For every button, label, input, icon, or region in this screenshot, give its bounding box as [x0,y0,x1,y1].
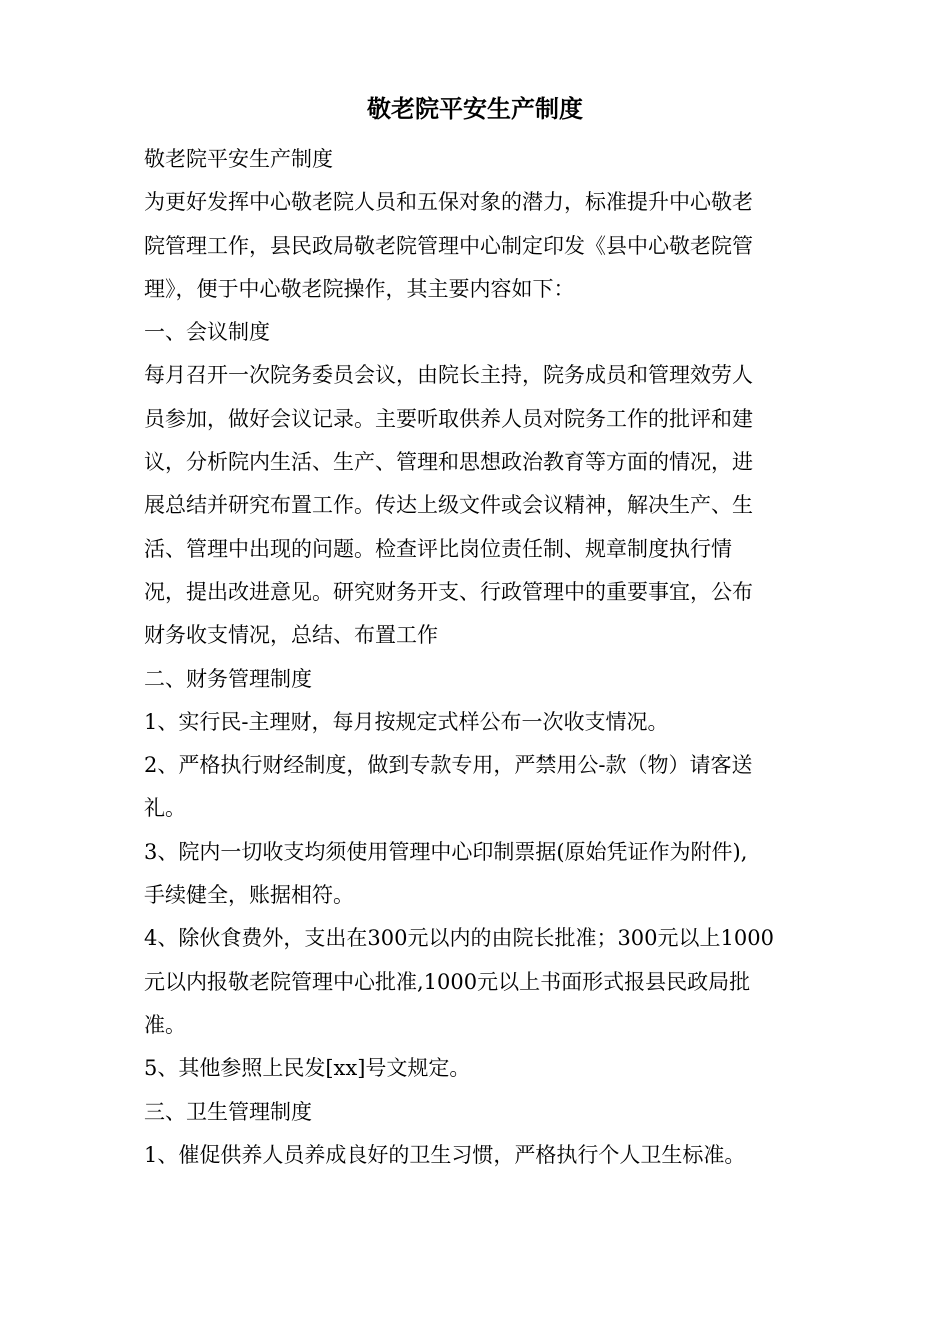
text-line: 礼。 [144,796,186,821]
text-line: 财务收支情况，总结、布置工作 [144,623,438,648]
text-line: 4、除伙食费外，支出在300元以内的由院长批准；300元以上1000 [144,926,774,951]
text-line: 手续健全，账据相符。 [144,883,354,908]
text-line: 员参加，做好会议记录。主要听取供养人员对院务工作的批评和建 [144,406,753,431]
text-line: 议，分析院内生活、生产、管理和思想政治教育等方面的情况，进 [144,450,753,475]
text-line: 敬老院平安生产制度 [144,147,333,171]
text-line: 为更好发挥中心敬老院人员和五保对象的潜力，标准提升中心敬老 [144,190,753,215]
text-line: 3、院内一切收支均须使用管理中心印制票据(原始凭证作为附件), [144,839,748,864]
text-line: 准。 [144,1012,186,1037]
text-line: 活、管理中出现的问题。检查评比岗位责任制、规章制度执行情 [144,536,732,561]
text-line: 展总结并研究布置工作。传达上级文件或会议精神，解决生产、生 [144,493,753,518]
section-heading: 一、会议制度 [144,320,270,345]
text-line: 1、催促供养人员养成良好的卫生习惯，严格执行个人卫生标准。 [144,1142,746,1167]
text-line: 2、严格执行财经制度，做到专款专用，严禁用公-款（物）请客送 [144,753,753,778]
text-line: 每月召开一次院务委员会议，由院长主持，院务成员和管理效劳人 [144,363,753,388]
text-line: 院管理工作，县民政局敬老院管理中心制定印发《县中心敬老院管 [144,233,753,258]
section-heading: 三、卫生管理制度 [144,1099,312,1124]
text-line: 理》，便于中心敬老院操作，其主要内容如下： [144,276,575,301]
document-title: 敬老院平安生产制度 [367,94,583,123]
text-line: 况，提出改进意见。研究财务开支、行政管理中的重要事宜，公布 [144,579,753,604]
document-body [144,138,804,1177]
section-heading: 二、财务管理制度 [144,666,312,691]
text-line: 5、其他参照上民发[xx]号文规定。 [144,1056,471,1081]
text-line: 元以内报敬老院管理中心批准,1000元以上书面形式报县民政局批 [144,969,751,994]
text-line: 1、实行民-主理财，每月按规定式样公布一次收支情况。 [144,709,669,734]
